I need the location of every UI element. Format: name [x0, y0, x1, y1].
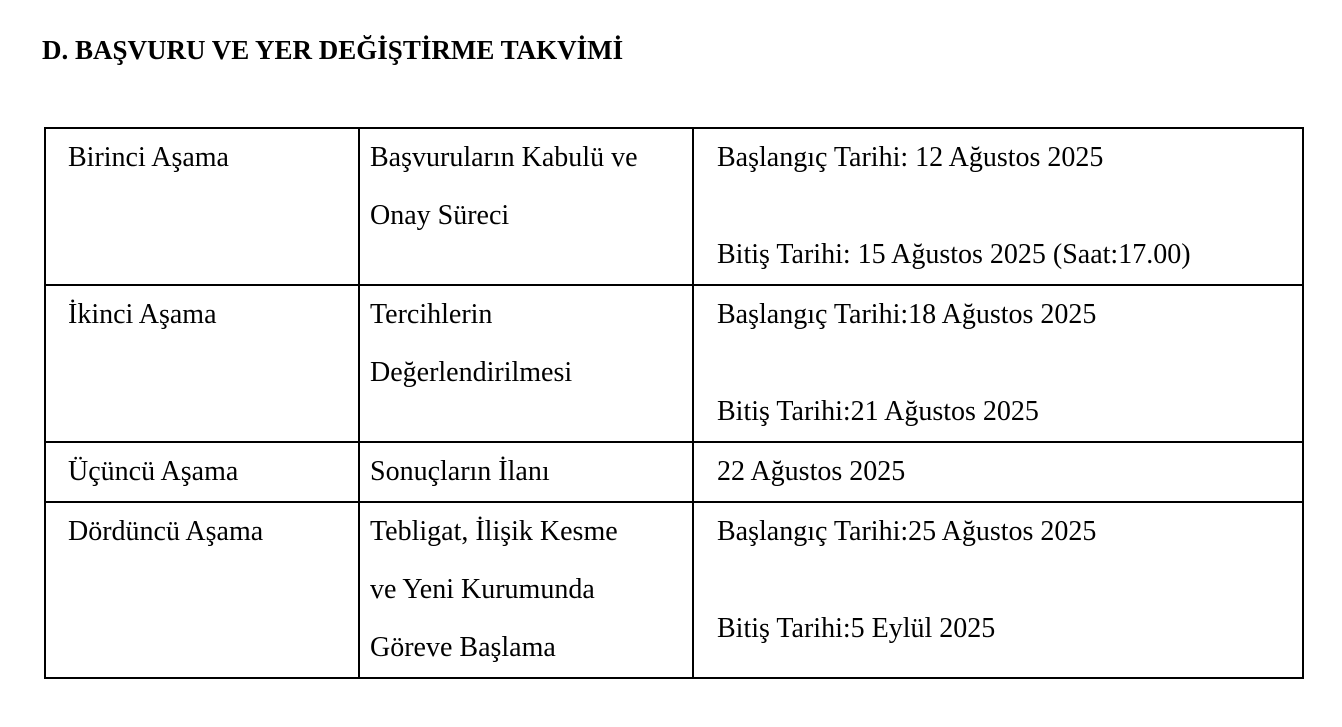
- table-row: [45, 442, 1303, 502]
- description-cell: [359, 502, 693, 678]
- spacer: [717, 344, 1302, 383]
- description-line: ve Yeni Kurumunda: [370, 574, 595, 605]
- table-row: [45, 285, 1303, 442]
- date-cell: [693, 285, 1303, 442]
- table-row: [45, 128, 1303, 285]
- stage-cell: [45, 502, 359, 678]
- stage-name: Dördüncü Aşama: [68, 516, 264, 547]
- end-date: Bitiş Tarihi: 15 Ağustos 2025 (Saat:17.00): [717, 239, 1191, 270]
- date-cell: [693, 128, 1303, 285]
- announcement-date: 22 Ağustos 2025: [717, 456, 906, 487]
- spacer: [717, 187, 1302, 226]
- start-date: Başlangıç Tarihi: 12 Ağustos 2025: [717, 142, 1104, 173]
- stage-name: Birinci Aşama: [68, 142, 229, 173]
- description-line: Değerlendirilmesi: [370, 357, 573, 388]
- description-cell: [359, 442, 693, 502]
- end-date: Bitiş Tarihi:5 Eylül 2025: [717, 613, 996, 644]
- date-cell: [693, 442, 1303, 502]
- description-cell: [359, 128, 693, 285]
- description-line: Sonuçların İlanı: [370, 456, 550, 487]
- schedule-table: [44, 127, 1304, 679]
- stage-cell: [45, 285, 359, 442]
- end-date: Bitiş Tarihi:21 Ağustos 2025: [717, 396, 1039, 427]
- description-cell: [359, 285, 693, 442]
- table-row: [45, 502, 1303, 678]
- stage-cell: [45, 128, 359, 285]
- spacer: [717, 561, 1302, 600]
- stage-name: İkinci Aşama: [68, 299, 217, 330]
- description-line: Göreve Başlama: [370, 632, 556, 663]
- description-line: Başvuruların Kabulü ve: [370, 142, 638, 173]
- description-line: Tebligat, İlişik Kesme: [370, 516, 618, 547]
- start-date: Başlangıç Tarihi:25 Ağustos 2025: [717, 516, 1097, 547]
- stage-cell: [45, 442, 359, 502]
- description-line: Onay Süreci: [370, 200, 510, 231]
- description-line: Tercihlerin: [370, 299, 493, 330]
- section-heading: D. BAŞVURU VE YER DEĞİŞTİRME TAKVİMİ: [42, 35, 624, 65]
- date-cell: [693, 502, 1303, 678]
- stage-name: Üçüncü Aşama: [68, 456, 239, 487]
- start-date: Başlangıç Tarihi:18 Ağustos 2025: [717, 299, 1097, 330]
